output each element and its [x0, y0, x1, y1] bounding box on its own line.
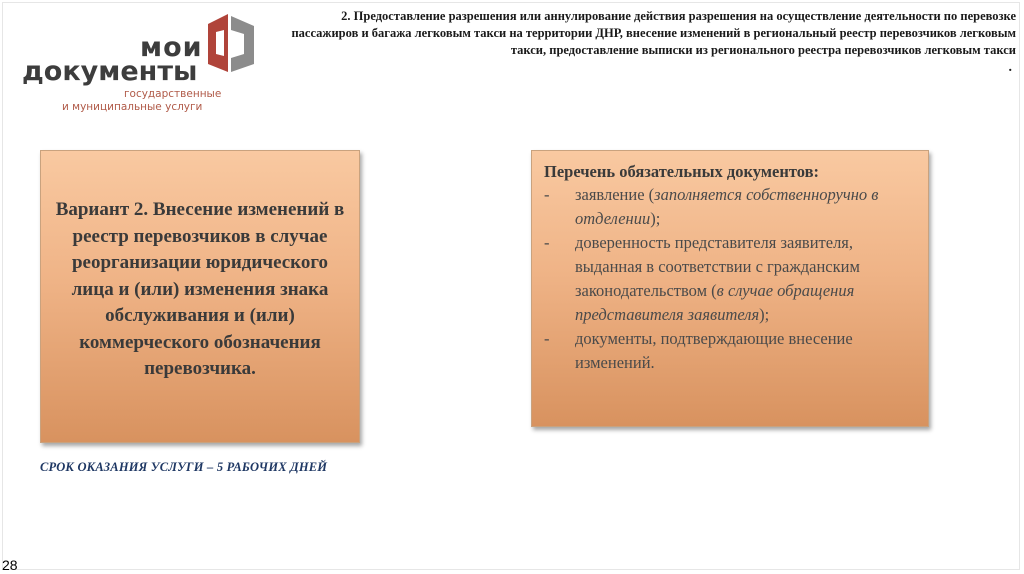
list-item	[542, 327, 916, 375]
service-term-note: СРОК ОКАЗАНИЯ УСЛУГИ – 5 РАБОЧИХ ДНЕЙ	[40, 460, 328, 474]
logo-word-dokumenty: документы	[22, 56, 198, 87]
moi-dokumenty-logo-icon	[206, 12, 256, 74]
document-text: доверенность представителя заявителя, выданная в соответствии с гражданским законодательством (	[575, 233, 860, 300]
logo-subtitle-line1: государственные	[124, 88, 222, 100]
page-number: 28	[2, 557, 18, 573]
logo-subtitle-line2: и муниципальные услуги	[62, 101, 203, 113]
documents-heading: Перечень обязательных документов:	[544, 162, 819, 181]
list-item	[542, 183, 916, 231]
document-note: заполняется собственноручно в отделении	[575, 185, 879, 228]
document-text: заявление (	[575, 185, 655, 204]
variant-box	[40, 150, 360, 443]
document-after: );	[650, 209, 661, 228]
document-after: );	[759, 305, 770, 324]
list-item	[542, 231, 916, 327]
documents-box	[531, 150, 929, 427]
page-title: 2. Предоставление разрешения или аннулирование действия разрешения на осуществление деятельности по перевозке пассажиров и багажа легковым такси на территории ДНР, внесение изменений в региональный реестр перевозчиков легковым такси, предоставление выписки из регионального реестра перевозчиков легковым такси	[291, 9, 1016, 57]
logo	[22, 12, 262, 112]
documents-list	[542, 183, 916, 375]
document-text: документы, подтверждающие внесение изменений.	[575, 329, 853, 372]
variant-text: Вариант 2. Внесение изменений в реестр перевозчиков в случае реорганизации юридического лица и (или) изменения знака обслуживания и (или) коммерческого обозначения перевозчика.	[55, 199, 345, 379]
logo-word-moi: мои	[140, 32, 203, 63]
title-trailing-mark: .	[1008, 60, 1012, 75]
document-note: в случае обращения представителя заявителя	[575, 281, 855, 324]
